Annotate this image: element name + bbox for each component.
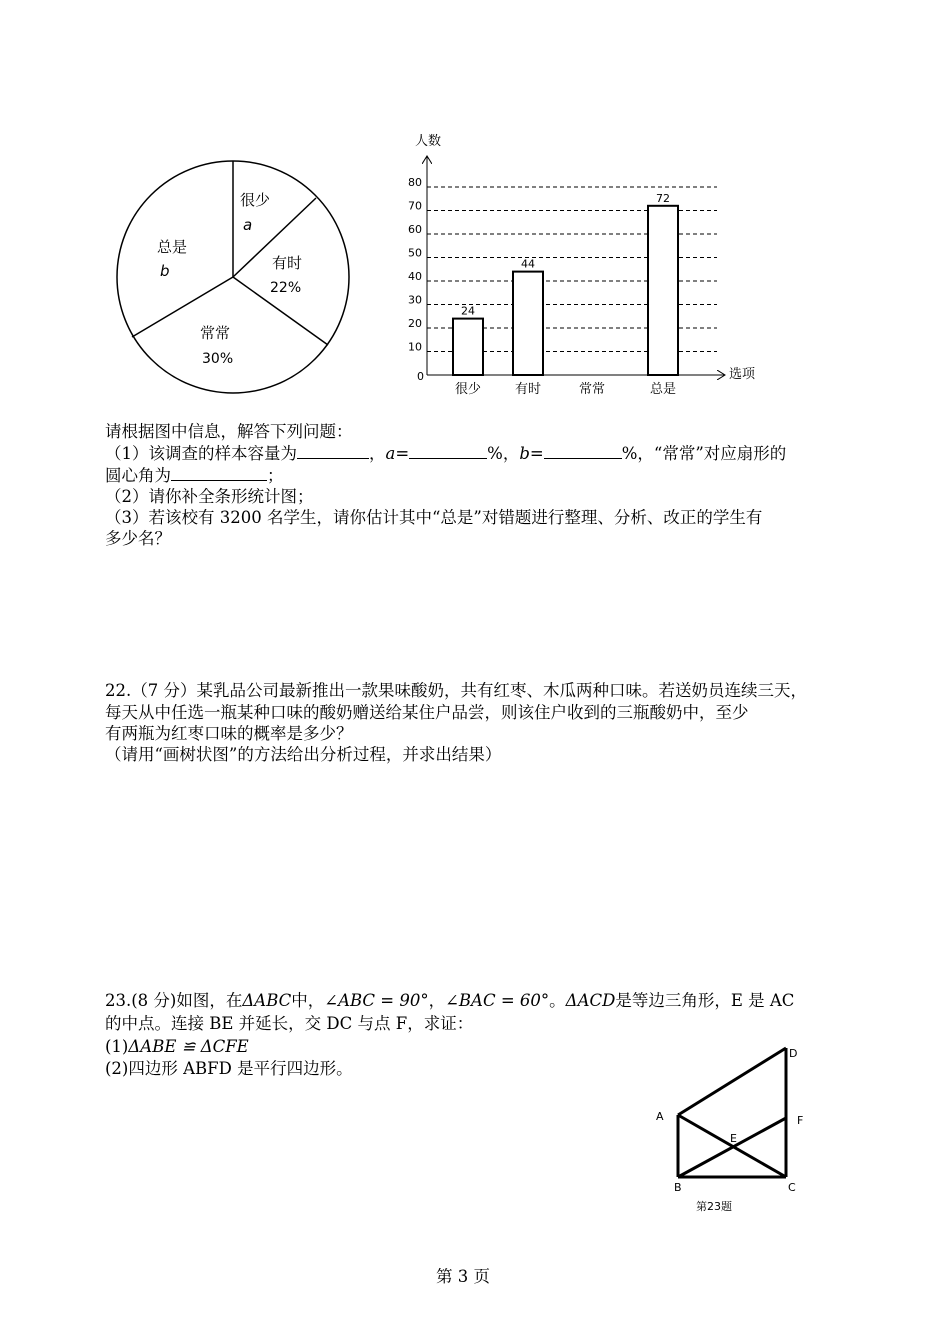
point-label-B: B	[674, 1181, 682, 1194]
q21-part3-line1: （3）若该校有 3200 名学生，请你估计其中“总是”对错题进行整理、分析、改正的学生有	[105, 508, 763, 527]
blank-sample-size[interactable]	[297, 442, 369, 459]
q21-part1-line1: （1）该调查的样本容量为 ，a= %，b= %，“常常”对应扇形的	[105, 444, 787, 463]
blank-a[interactable]	[409, 442, 487, 459]
q21-intro: 请根据图中信息，解答下列问题：	[105, 422, 353, 441]
q23-line4: (2)四边形 ABFD 是平行四边形。	[105, 1059, 353, 1078]
q21-part2: （2）请你补全条形统计图；	[105, 487, 314, 506]
y-tick-label: 70	[408, 199, 422, 213]
bar-0	[453, 319, 483, 375]
bar-1	[513, 272, 543, 375]
x-tick-label-3: 总是	[649, 382, 677, 397]
y-tick-label: 30	[408, 293, 422, 307]
segment-AD	[678, 1048, 786, 1115]
y-tick-label: 60	[408, 223, 422, 236]
pie-label-henshao: 很少	[240, 191, 271, 209]
q23-line2: 的中点。连接 BE 并延长，交 DC 与点 F，求证：	[105, 1014, 474, 1033]
bar-chart	[395, 128, 775, 408]
x-tick-label-2: 常常	[578, 382, 606, 397]
figure-caption: 第23题	[696, 1200, 732, 1213]
bar-data-label-1: 44	[521, 257, 535, 271]
y-tick-label: 0	[417, 370, 424, 383]
q23-line3: (1)ΔABE ≌ ΔCFE	[105, 1037, 249, 1056]
pie-label-changchang: 常常	[200, 324, 231, 342]
bar-data-label-3: 72	[656, 191, 670, 205]
page-number: 第 3 页	[436, 1267, 490, 1286]
pie-chart	[110, 160, 360, 410]
point-label-A: A	[656, 1110, 664, 1123]
q22-line3: 有两瓶为红枣口味的概率是多少？	[105, 724, 353, 743]
blank-angle[interactable]	[171, 464, 267, 481]
pie-value-30: 30%	[202, 351, 234, 367]
y-tick-label: 10	[408, 340, 422, 354]
q22-line1: 22.（7 分）某乳品公司最新推出一款果味酸奶，共有红枣、木瓜两种口味。若送奶员连续三天，	[105, 681, 807, 700]
blank-b[interactable]	[544, 442, 622, 459]
bar-ylabel: 人数	[415, 134, 442, 149]
q21-part3-line2: 多少名？	[105, 529, 171, 548]
x-tick-label-1: 有时	[514, 382, 542, 397]
q21-part1-line2: 圆心角为 ；	[105, 466, 284, 485]
point-label-E: E	[730, 1132, 737, 1145]
y-tick-label: 40	[408, 270, 422, 283]
point-label-F: F	[797, 1114, 804, 1127]
pie-value-22: 22%	[270, 280, 302, 296]
q22-line2: 每天从中任选一瓶某种口味的酸奶赠送给某住户品尝，则该住户收到的三瓶酸奶中，至少	[105, 703, 749, 722]
point-label-D: D	[789, 1047, 798, 1060]
bar-xlabel: 选项	[729, 367, 756, 382]
pie-label-youshi: 有时	[272, 254, 303, 272]
point-label-C: C	[788, 1181, 796, 1194]
pie-label-zongshi: 总是	[157, 238, 188, 256]
bar-data-label-0: 24	[461, 304, 475, 318]
q22-line4: （请用“画树状图”的方法给出分析过程，并求出结果）	[105, 745, 502, 764]
geometry-figure	[650, 1040, 820, 1220]
y-tick-label: 20	[408, 317, 422, 330]
q23-line1: 23.(8 分)如图，在ΔABC中，∠ABC = 90°，∠BAC = 60°。ΔACD是等边三角形，E 是 AC	[105, 991, 795, 1010]
pie-value-a: a	[243, 216, 253, 234]
y-tick-label: 50	[408, 246, 422, 260]
bar-3	[648, 206, 678, 375]
x-tick-label-0: 很少	[454, 382, 482, 397]
y-tick-label: 80	[408, 176, 422, 189]
pie-value-b: b	[160, 262, 170, 280]
